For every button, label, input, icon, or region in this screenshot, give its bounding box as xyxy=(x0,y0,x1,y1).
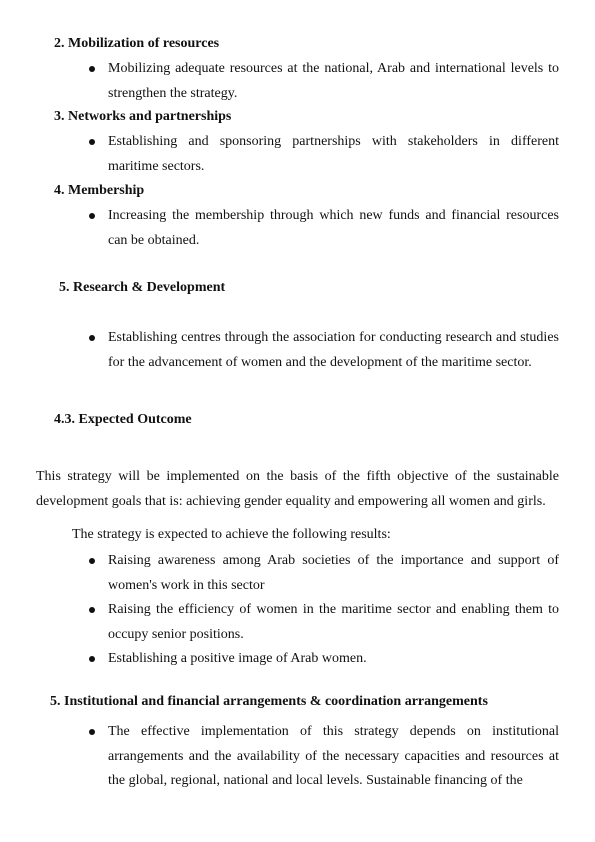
section-heading-membership: 4. Membership xyxy=(54,183,145,198)
bullet-marker xyxy=(89,213,95,219)
bullet-marker xyxy=(89,558,95,564)
bullet-marker xyxy=(89,335,95,341)
bullet-networks: Establishing and sponsoring partnerships with stakeholders in different maritime sectors. xyxy=(108,134,559,174)
section-heading-research: 5. Research & Development xyxy=(59,280,226,295)
bullet-marker xyxy=(89,729,95,735)
bullet-marker xyxy=(89,66,95,72)
section-heading-arrangements: 5. Institutional and financial arrangements & coordination arrangements xyxy=(50,694,488,709)
section-heading-networks: 3. Networks and partnerships xyxy=(54,109,232,124)
bullet-membership: Increasing the membership through which new funds and financial resources can be obtained. xyxy=(108,208,559,248)
bullet-marker xyxy=(89,607,95,613)
bullet-efficiency: Raising the efficiency of women in the maritime sector and enabling them to occupy senior positions. xyxy=(108,602,559,642)
bullet-research: Establishing centres through the association for conducting research and studies for the advancement of women and the development of the maritime sector. xyxy=(108,330,559,370)
bullet-image: Establishing a positive image of Arab women. xyxy=(108,651,367,666)
bullet-marker xyxy=(89,656,95,662)
intro-paragraph: This strategy will be implemented on the basis of the fifth objective of the sustainable development goals that is: achieving gender equality and empowering all women and girls. xyxy=(36,469,559,509)
section-heading-expected-outcome: 4.3. Expected Outcome xyxy=(54,412,192,427)
bullet-awareness: Raising awareness among Arab societies of the importance and support of women's work in this sector xyxy=(108,553,559,593)
bullet-marker xyxy=(89,139,95,145)
section-heading-mobilization: 2. Mobilization of resources xyxy=(54,36,220,51)
bullet-implementation: The effective implementation of this strategy depends on institutional arrangements and the availability of the necessary capacities and resources at the global, regional, national and local levels. Sustainable financing of the xyxy=(108,724,559,788)
bullet-mobilization: Mobilizing adequate resources at the national, Arab and international levels to strengthen the strategy. xyxy=(108,61,559,101)
lead-paragraph: The strategy is expected to achieve the following results: xyxy=(72,527,391,542)
